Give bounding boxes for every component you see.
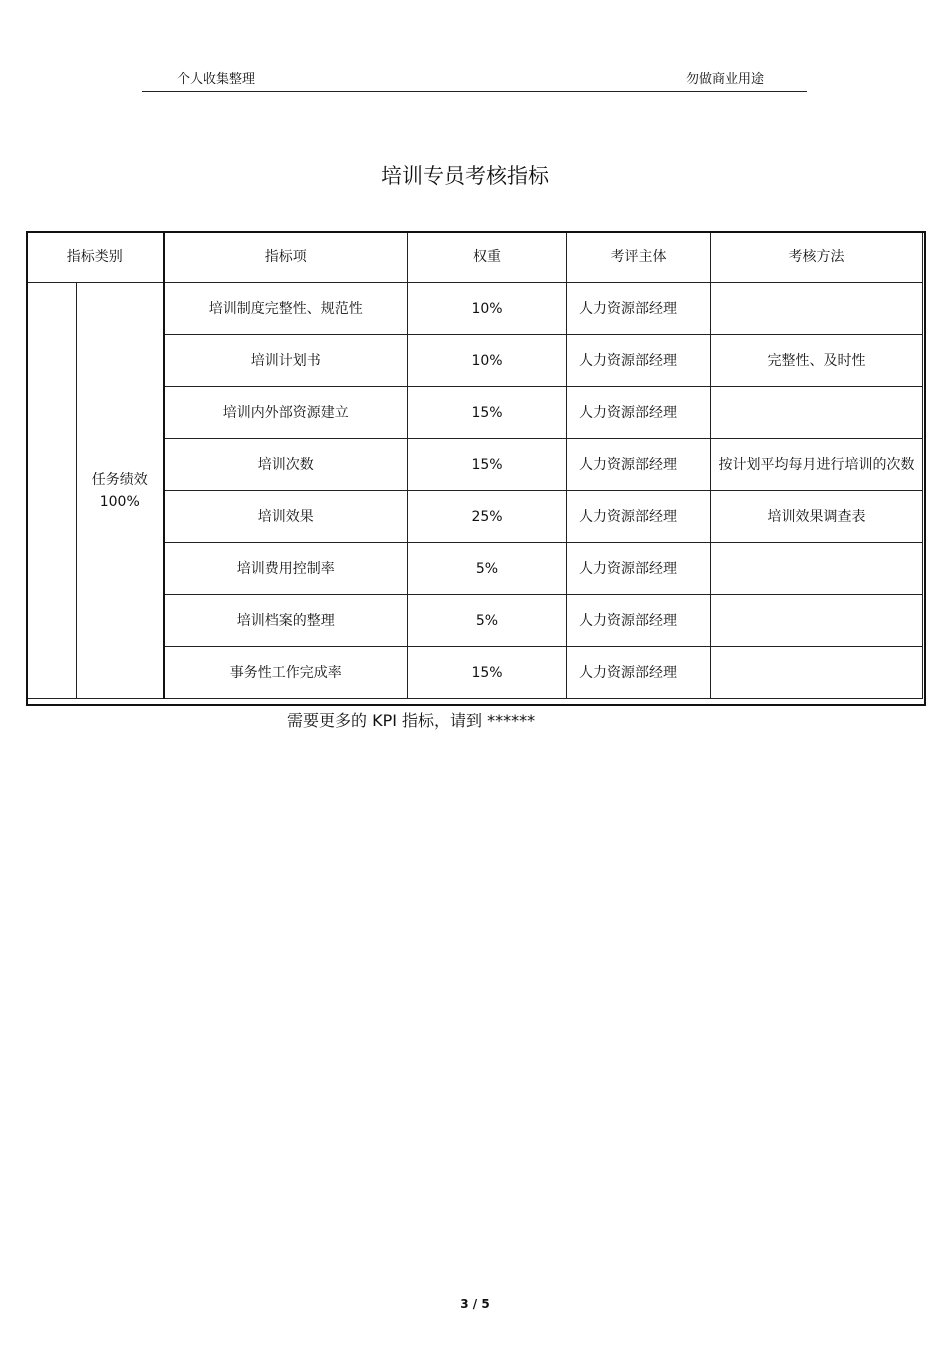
- item-cell: 培训档案的整理: [164, 595, 408, 647]
- header-rule: [142, 91, 807, 92]
- kpi-table: [26, 231, 923, 699]
- header-item: 指标项: [164, 232, 408, 283]
- evaluator-cell: 人力资源部经理: [567, 387, 711, 439]
- weight-cell: 15%: [408, 387, 567, 439]
- method-cell: [711, 647, 923, 699]
- header-right-text: 勿做商业用途: [686, 72, 765, 87]
- category-percent: 100%: [99, 493, 140, 510]
- method-cell: 完整性、及时性: [711, 335, 923, 387]
- header-left-text: 个人收集整理: [177, 72, 256, 87]
- method-cell: [711, 543, 923, 595]
- category-name: 任务绩效: [91, 471, 148, 488]
- weight-cell: 5%: [408, 543, 567, 595]
- table-row: [27, 283, 923, 335]
- weight-cell: 15%: [408, 439, 567, 491]
- table-header-row: [27, 232, 923, 283]
- header-method: 考核方法: [711, 232, 923, 283]
- method-cell: [711, 595, 923, 647]
- method-cell: 培训效果调查表: [711, 491, 923, 543]
- evaluator-cell: 人力资源部经理: [567, 283, 711, 335]
- header-weight: 权重: [408, 232, 567, 283]
- evaluator-cell: 人力资源部经理: [567, 439, 711, 491]
- evaluator-cell: 人力资源部经理: [567, 595, 711, 647]
- evaluator-cell: 人力资源部经理: [567, 335, 711, 387]
- evaluator-cell: 人力资源部经理: [567, 491, 711, 543]
- weight-cell: 10%: [408, 335, 567, 387]
- weight-cell: 25%: [408, 491, 567, 543]
- item-cell: 事务性工作完成率: [164, 647, 408, 699]
- method-cell: [711, 387, 923, 439]
- document-title: 培训专员考核指标: [381, 164, 549, 188]
- item-cell: 培训效果: [164, 491, 408, 543]
- category-blank-cell: [27, 283, 77, 699]
- method-cell: 按计划平均每月进行培训的次数: [711, 439, 923, 491]
- page-number: 3 / 5: [460, 1297, 490, 1311]
- item-cell: 培训内外部资源建立: [164, 387, 408, 439]
- header-evaluator: 考评主体: [567, 232, 711, 283]
- category-cell: [77, 283, 164, 699]
- item-cell: 培训次数: [164, 439, 408, 491]
- footer-note: 需要更多的 KPI 指标，请到 ******: [287, 711, 536, 730]
- evaluator-cell: 人力资源部经理: [567, 543, 711, 595]
- item-cell: 培训费用控制率: [164, 543, 408, 595]
- evaluator-cell: 人力资源部经理: [567, 647, 711, 699]
- item-cell: 培训计划书: [164, 335, 408, 387]
- weight-cell: 5%: [408, 595, 567, 647]
- header-category: 指标类别: [27, 232, 164, 283]
- weight-cell: 15%: [408, 647, 567, 699]
- method-cell: [711, 283, 923, 335]
- item-cell: 培训制度完整性、规范性: [164, 283, 408, 335]
- weight-cell: 10%: [408, 283, 567, 335]
